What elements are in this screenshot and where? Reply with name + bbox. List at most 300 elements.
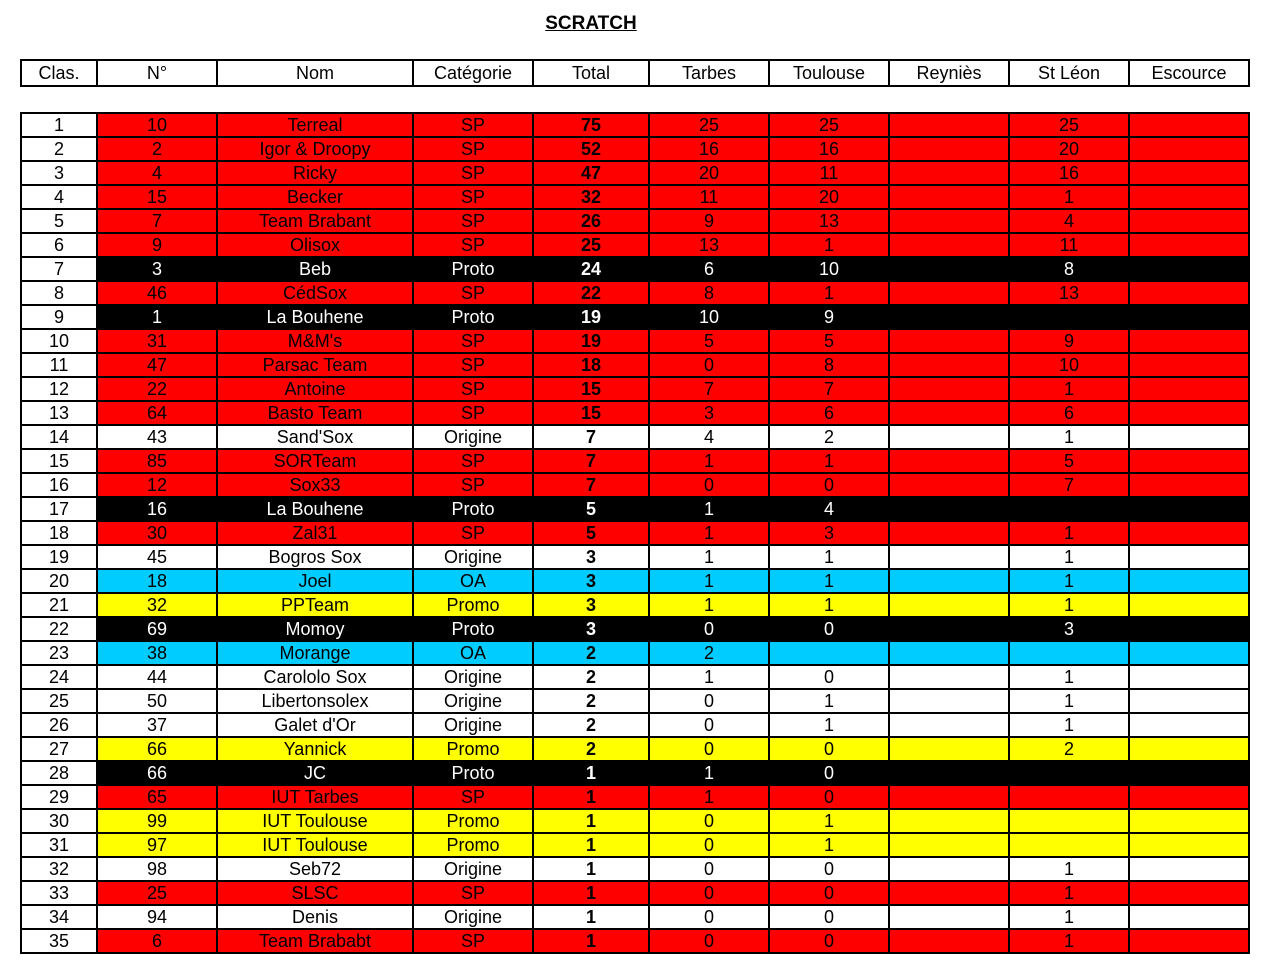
table-row [22,186,1248,208]
cell-reynies [890,570,1008,592]
cell-st-leon: 2 [1010,738,1128,760]
cell-clas: 4 [22,186,96,208]
cell-numero: 9 [98,234,216,256]
table-row [22,234,1248,256]
cell-categorie: SP [414,186,532,208]
table-row [22,282,1248,304]
cell-st-leon [1010,834,1128,856]
cell-tarbes: 0 [650,834,768,856]
cell-tarbes: 0 [650,690,768,712]
cell-total: 3 [534,546,648,568]
cell-toulouse: 1 [770,834,888,856]
cell-reynies [890,834,1008,856]
cell-reynies [890,930,1008,952]
cell-reynies [890,330,1008,352]
cell-clas: 23 [22,642,96,664]
cell-toulouse: 25 [770,114,888,136]
cell-toulouse: 0 [770,738,888,760]
ranking-rows [22,114,1248,952]
cell-categorie: OA [414,642,532,664]
cell-st-leon: 1 [1010,570,1128,592]
cell-categorie: SP [414,930,532,952]
cell-st-leon: 3 [1010,618,1128,640]
cell-tarbes: 1 [650,498,768,520]
cell-nom: Terreal [218,114,412,136]
cell-numero: 69 [98,618,216,640]
cell-total: 1 [534,906,648,928]
cell-escource [1130,642,1248,664]
cell-categorie: Proto [414,306,532,328]
cell-reynies [890,762,1008,784]
table-row [22,426,1248,448]
cell-st-leon: 7 [1010,474,1128,496]
cell-total: 52 [534,138,648,160]
cell-toulouse: 1 [770,594,888,616]
cell-clas: 12 [22,378,96,400]
cell-escource [1130,138,1248,160]
table-row [22,858,1248,880]
table-row [22,618,1248,640]
cell-toulouse: 0 [770,786,888,808]
cell-clas: 29 [22,786,96,808]
cell-nom: JC [218,762,412,784]
cell-total: 19 [534,306,648,328]
cell-st-leon: 1 [1010,882,1128,904]
cell-tarbes: 0 [650,738,768,760]
cell-escource [1130,186,1248,208]
header-clas: Clas. [22,61,96,85]
cell-total: 24 [534,258,648,280]
cell-total: 7 [534,474,648,496]
cell-nom: IUT Toulouse [218,810,412,832]
cell-clas: 6 [22,234,96,256]
cell-total: 1 [534,858,648,880]
cell-reynies [890,402,1008,424]
cell-nom: La Bouhene [218,498,412,520]
cell-total: 2 [534,666,648,688]
cell-st-leon: 1 [1010,666,1128,688]
cell-tarbes: 0 [650,858,768,880]
cell-total: 3 [534,570,648,592]
cell-clas: 28 [22,762,96,784]
cell-escource [1130,306,1248,328]
cell-categorie: Origine [414,714,532,736]
cell-reynies [890,906,1008,928]
cell-nom: Carololo Sox [218,666,412,688]
cell-st-leon [1010,306,1128,328]
cell-reynies [890,714,1008,736]
cell-total: 7 [534,450,648,472]
cell-clas: 15 [22,450,96,472]
cell-toulouse: 2 [770,426,888,448]
cell-reynies [890,162,1008,184]
cell-toulouse: 20 [770,186,888,208]
cell-reynies [890,210,1008,232]
cell-escource [1130,906,1248,928]
cell-categorie: Promo [414,594,532,616]
table-row [22,834,1248,856]
cell-reynies [890,690,1008,712]
cell-toulouse: 1 [770,546,888,568]
cell-tarbes: 6 [650,258,768,280]
cell-numero: 15 [98,186,216,208]
cell-reynies [890,642,1008,664]
cell-nom: Denis [218,906,412,928]
cell-tarbes: 3 [650,402,768,424]
cell-categorie: Origine [414,546,532,568]
table-row [22,786,1248,808]
cell-total: 32 [534,186,648,208]
cell-clas: 18 [22,522,96,544]
cell-categorie: SP [414,210,532,232]
table-row [22,690,1248,712]
cell-reynies [890,234,1008,256]
cell-categorie: Promo [414,810,532,832]
cell-toulouse: 0 [770,906,888,928]
cell-nom: Bogros Sox [218,546,412,568]
cell-clas: 11 [22,354,96,376]
cell-escource [1130,450,1248,472]
cell-categorie: SP [414,378,532,400]
cell-nom: Igor & Droopy [218,138,412,160]
cell-clas: 2 [22,138,96,160]
cell-reynies [890,426,1008,448]
table-row [22,402,1248,424]
cell-nom: Team Brabant [218,210,412,232]
cell-toulouse: 0 [770,930,888,952]
cell-total: 5 [534,498,648,520]
cell-clas: 8 [22,282,96,304]
cell-total: 2 [534,738,648,760]
cell-numero: 22 [98,378,216,400]
cell-nom: Seb72 [218,858,412,880]
cell-numero: 6 [98,930,216,952]
cell-reynies [890,450,1008,472]
cell-clas: 34 [22,906,96,928]
cell-numero: 50 [98,690,216,712]
header-categorie: Catégorie [414,61,532,85]
cell-total: 1 [534,810,648,832]
cell-categorie: SP [414,114,532,136]
cell-clas: 21 [22,594,96,616]
cell-categorie: Proto [414,618,532,640]
table-row [22,378,1248,400]
cell-categorie: Proto [414,498,532,520]
cell-categorie: SP [414,282,532,304]
cell-clas: 31 [22,834,96,856]
cell-categorie: SP [414,354,532,376]
cell-tarbes: 1 [650,546,768,568]
cell-escource [1130,522,1248,544]
cell-numero: 2 [98,138,216,160]
cell-escource [1130,834,1248,856]
cell-tarbes: 25 [650,114,768,136]
table-row [22,162,1248,184]
cell-tarbes: 0 [650,930,768,952]
cell-clas: 10 [22,330,96,352]
cell-nom: Basto Team [218,402,412,424]
cell-st-leon: 1 [1010,522,1128,544]
cell-st-leon: 6 [1010,402,1128,424]
cell-clas: 33 [22,882,96,904]
cell-toulouse: 0 [770,882,888,904]
cell-st-leon: 4 [1010,210,1128,232]
header-row [22,61,1248,85]
cell-nom: PPTeam [218,594,412,616]
cell-nom: Beb [218,258,412,280]
cell-numero: 44 [98,666,216,688]
cell-clas: 32 [22,858,96,880]
cell-nom: Parsac Team [218,354,412,376]
cell-numero: 94 [98,906,216,928]
table-row [22,546,1248,568]
cell-nom: SLSC [218,882,412,904]
cell-st-leon: 1 [1010,930,1128,952]
cell-tarbes: 13 [650,234,768,256]
cell-categorie: OA [414,570,532,592]
cell-tarbes: 0 [650,810,768,832]
cell-escource [1130,234,1248,256]
cell-st-leon: 5 [1010,450,1128,472]
cell-toulouse: 0 [770,666,888,688]
header-st-leon: St Léon [1010,61,1128,85]
table-row [22,882,1248,904]
cell-total: 7 [534,426,648,448]
cell-tarbes: 0 [650,906,768,928]
cell-reynies [890,354,1008,376]
cell-st-leon: 1 [1010,714,1128,736]
cell-numero: 31 [98,330,216,352]
cell-total: 5 [534,522,648,544]
cell-clas: 20 [22,570,96,592]
cell-escource [1130,858,1248,880]
table-row [22,498,1248,520]
cell-total: 1 [534,834,648,856]
cell-st-leon: 16 [1010,162,1128,184]
table-row [22,354,1248,376]
cell-total: 2 [534,642,648,664]
column-header-table [20,59,1250,87]
cell-escource [1130,498,1248,520]
cell-reynies [890,258,1008,280]
cell-reynies [890,306,1008,328]
cell-tarbes: 0 [650,714,768,736]
cell-st-leon: 10 [1010,354,1128,376]
cell-reynies [890,522,1008,544]
cell-st-leon: 1 [1010,906,1128,928]
table-row [22,258,1248,280]
cell-categorie: Proto [414,762,532,784]
cell-total: 2 [534,690,648,712]
cell-reynies [890,498,1008,520]
cell-st-leon: 13 [1010,282,1128,304]
cell-reynies [890,594,1008,616]
cell-total: 18 [534,354,648,376]
cell-st-leon [1010,762,1128,784]
cell-tarbes: 1 [650,594,768,616]
table-row [22,570,1248,592]
cell-categorie: Origine [414,426,532,448]
table-row [22,666,1248,688]
cell-categorie: SP [414,474,532,496]
cell-escource [1130,426,1248,448]
cell-nom: Morange [218,642,412,664]
cell-total: 1 [534,882,648,904]
cell-tarbes: 7 [650,378,768,400]
cell-reynies [890,618,1008,640]
cell-escource [1130,162,1248,184]
header-total: Total [534,61,648,85]
cell-total: 19 [534,330,648,352]
cell-tarbes: 0 [650,618,768,640]
cell-total: 25 [534,234,648,256]
table-row [22,114,1248,136]
cell-nom: Ricky [218,162,412,184]
cell-st-leon: 1 [1010,426,1128,448]
cell-clas: 17 [22,498,96,520]
cell-st-leon: 9 [1010,330,1128,352]
cell-st-leon [1010,498,1128,520]
cell-tarbes: 9 [650,210,768,232]
cell-reynies [890,546,1008,568]
cell-nom: Sox33 [218,474,412,496]
cell-escource [1130,810,1248,832]
cell-categorie: SP [414,402,532,424]
cell-numero: 30 [98,522,216,544]
cell-st-leon: 1 [1010,186,1128,208]
cell-clas: 22 [22,618,96,640]
cell-toulouse: 1 [770,282,888,304]
cell-toulouse: 1 [770,234,888,256]
cell-numero: 85 [98,450,216,472]
cell-nom: Momoy [218,618,412,640]
cell-escource [1130,690,1248,712]
cell-tarbes: 2 [650,642,768,664]
cell-escource [1130,354,1248,376]
cell-reynies [890,858,1008,880]
cell-numero: 43 [98,426,216,448]
cell-numero: 25 [98,882,216,904]
cell-st-leon: 11 [1010,234,1128,256]
cell-total: 1 [534,762,648,784]
cell-toulouse: 8 [770,354,888,376]
cell-clas: 26 [22,714,96,736]
cell-categorie: SP [414,786,532,808]
cell-numero: 65 [98,786,216,808]
cell-numero: 97 [98,834,216,856]
header-reynies: Reyniès [890,61,1008,85]
table-row [22,138,1248,160]
cell-clas: 16 [22,474,96,496]
cell-categorie: Origine [414,666,532,688]
cell-categorie: SP [414,138,532,160]
cell-nom: Galet d'Or [218,714,412,736]
cell-clas: 9 [22,306,96,328]
table-row [22,594,1248,616]
cell-tarbes: 10 [650,306,768,328]
cell-numero: 16 [98,498,216,520]
cell-clas: 7 [22,258,96,280]
cell-tarbes: 16 [650,138,768,160]
cell-tarbes: 1 [650,450,768,472]
cell-nom: Joel [218,570,412,592]
cell-toulouse: 1 [770,450,888,472]
cell-nom: SORTeam [218,450,412,472]
cell-tarbes: 1 [650,570,768,592]
cell-st-leon: 1 [1010,378,1128,400]
cell-total: 26 [534,210,648,232]
cell-numero: 37 [98,714,216,736]
cell-clas: 19 [22,546,96,568]
cell-tarbes: 5 [650,330,768,352]
cell-reynies [890,810,1008,832]
cell-reynies [890,186,1008,208]
cell-reynies [890,738,1008,760]
cell-nom: Olisox [218,234,412,256]
cell-st-leon: 1 [1010,690,1128,712]
cell-clas: 5 [22,210,96,232]
cell-escource [1130,618,1248,640]
cell-escource [1130,210,1248,232]
page-title: SCRATCH [545,13,637,34]
cell-toulouse: 0 [770,618,888,640]
table-row [22,522,1248,544]
cell-toulouse: 0 [770,762,888,784]
cell-toulouse: 11 [770,162,888,184]
cell-numero: 66 [98,738,216,760]
cell-toulouse [770,642,888,664]
cell-toulouse: 1 [770,714,888,736]
cell-clas: 1 [22,114,96,136]
cell-escource [1130,570,1248,592]
cell-escource [1130,666,1248,688]
cell-tarbes: 1 [650,522,768,544]
table-row [22,930,1248,952]
cell-categorie: Promo [414,738,532,760]
cell-clas: 3 [22,162,96,184]
cell-numero: 64 [98,402,216,424]
cell-st-leon: 8 [1010,258,1128,280]
cell-toulouse: 5 [770,330,888,352]
cell-clas: 27 [22,738,96,760]
cell-reynies [890,282,1008,304]
cell-escource [1130,714,1248,736]
ranking-table [20,112,1250,954]
cell-numero: 45 [98,546,216,568]
cell-toulouse: 9 [770,306,888,328]
cell-nom: CédSox [218,282,412,304]
cell-toulouse: 0 [770,858,888,880]
cell-nom: Team Brababt [218,930,412,952]
cell-escource [1130,594,1248,616]
cell-numero: 98 [98,858,216,880]
cell-tarbes: 8 [650,282,768,304]
cell-nom: Becker [218,186,412,208]
cell-categorie: SP [414,522,532,544]
header-nom: Nom [218,61,412,85]
cell-nom: Yannick [218,738,412,760]
cell-escource [1130,258,1248,280]
cell-escource [1130,378,1248,400]
cell-total: 22 [534,282,648,304]
cell-nom: Libertonsolex [218,690,412,712]
cell-numero: 38 [98,642,216,664]
cell-toulouse: 4 [770,498,888,520]
cell-numero: 10 [98,114,216,136]
cell-reynies [890,378,1008,400]
cell-numero: 7 [98,210,216,232]
cell-categorie: SP [414,882,532,904]
